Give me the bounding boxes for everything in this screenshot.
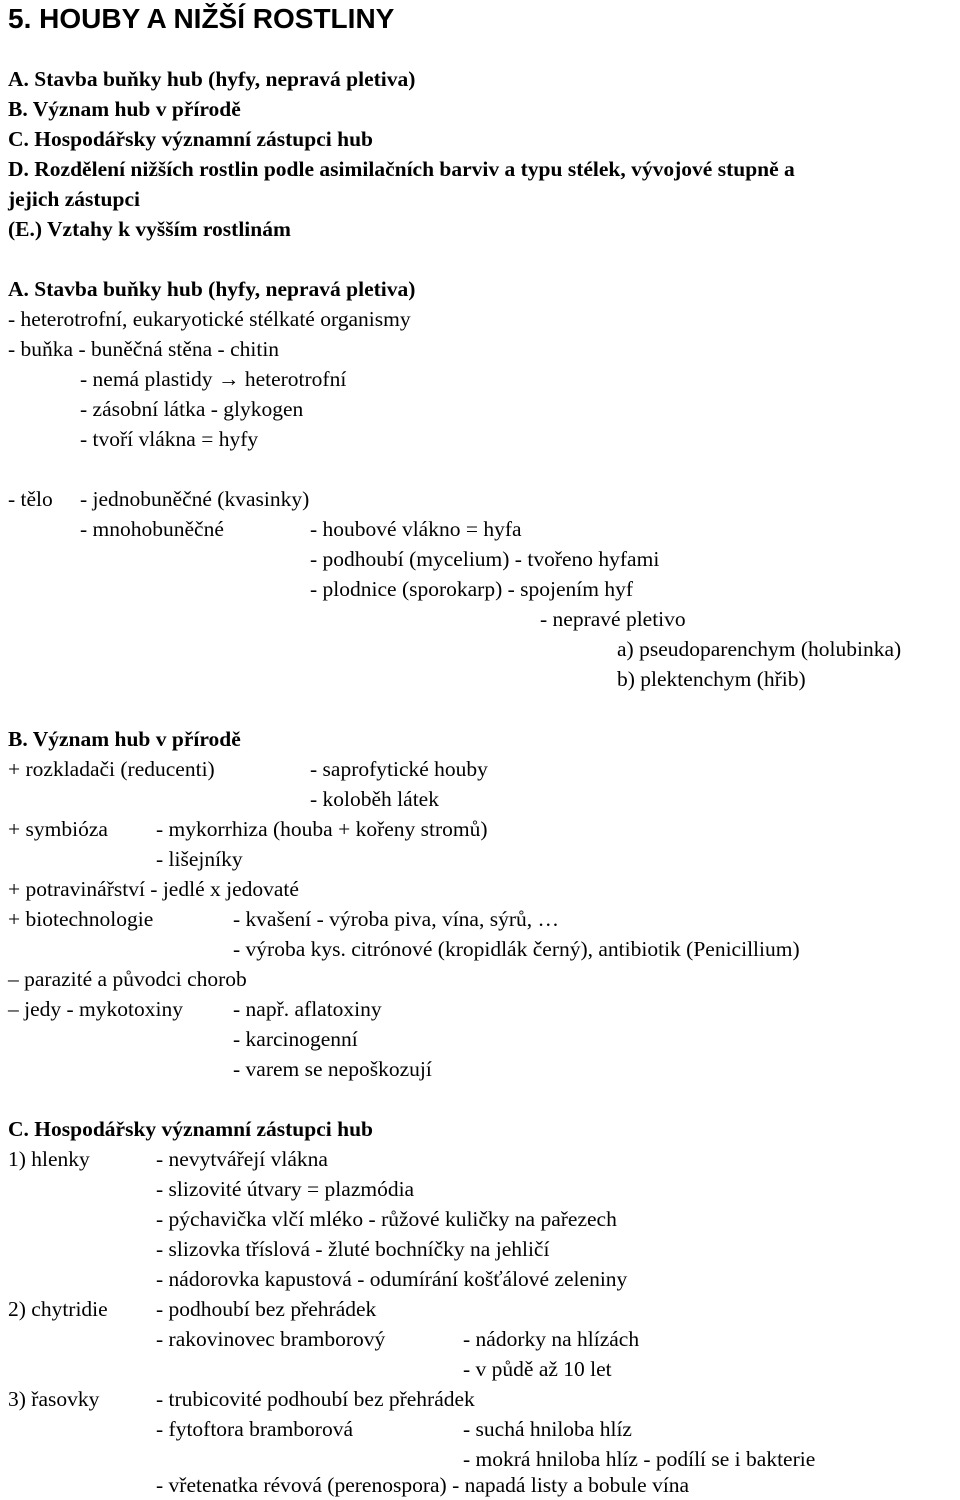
text-line: - rakovinovec bramborový xyxy=(156,1327,386,1351)
toc-item-b: B. Význam hub v přírodě xyxy=(8,97,241,121)
text-line: - suchá hniloba hlíz xyxy=(463,1417,632,1441)
text-line: - tvoří vlákna = hyfy xyxy=(80,427,259,451)
text-line: - kvašení - výroba piva, vína, sýrů, … xyxy=(233,907,560,931)
text-line: - podhoubí (mycelium) - tvořeno hyfami xyxy=(310,547,660,571)
text-line: - slizovité útvary = plazmódia xyxy=(156,1177,415,1201)
toc-item-d: D. Rozdělení nižších rostlin podle asimilačních barviv a typu stélek, vývojové stupně a xyxy=(8,157,795,181)
text-line: - pýchavička vlčí mléko - růžové kuličky na pařezech xyxy=(156,1207,617,1231)
text-line: - nádorky na hlízách xyxy=(463,1327,640,1351)
section-c-heading: C. Hospodářsky významní zástupci hub xyxy=(8,1117,373,1141)
text-line: - koloběh látek xyxy=(310,787,439,811)
text-line xyxy=(80,364,346,394)
text-line: a) pseudoparenchym (holubinka) xyxy=(617,637,902,661)
text-line: - mokrá hniloba hlíz - podílí se i bakterie xyxy=(463,1447,816,1471)
text-span: - nemá plastidy xyxy=(80,367,213,391)
text-line: - lišejníky xyxy=(156,847,243,871)
text-line: - nádorovka kapustová - odumírání košťálové zeleniny xyxy=(156,1267,628,1291)
text-line: + symbióza xyxy=(8,817,108,841)
text-line: - výroba kys. citrónové (kropidlák černý), antibiotik (Penicillium) xyxy=(233,937,800,961)
text-line: + rozkladači (reducenti) xyxy=(8,757,215,781)
text-line: - heterotrofní, eukaryotické stélkaté organismy xyxy=(8,307,411,331)
text-line: - plodnice (sporokarp) - spojením hyf xyxy=(310,577,634,601)
text-line: - mnohobuněčné xyxy=(80,517,224,541)
text-line: - jednobuněčné (kvasinky) xyxy=(80,487,310,511)
text-line: - varem se nepoškozují xyxy=(233,1057,432,1081)
text-line: - v půdě až 10 let xyxy=(463,1357,612,1381)
text-line: - houbové vlákno = hyfa xyxy=(310,517,522,541)
text-line: 2) chytridie xyxy=(8,1297,108,1321)
text-span: heterotrofní xyxy=(244,367,347,391)
text-line: - mykorrhiza (houba + kořeny stromů) xyxy=(156,817,488,841)
text-line: + biotechnologie xyxy=(8,907,154,931)
section-a-heading: A. Stavba buňky hub (hyfy, nepravá pletiva) xyxy=(8,277,416,301)
arrow-right-icon: → xyxy=(217,367,240,391)
toc-item-a: A. Stavba buňky hub (hyfy, nepravá pletiva) xyxy=(8,67,416,91)
text-line: b) plektenchym (hřib) xyxy=(617,667,806,691)
text-line: - slizovka tříslová - žluté bochníčky na jehličí xyxy=(156,1237,550,1261)
text-line: - např. aflatoxiny xyxy=(233,997,382,1021)
text-line: - buňka - buněčná stěna - chitin xyxy=(8,337,280,361)
page-title: 5. HOUBY A NIŽŠÍ ROSTLINY xyxy=(8,3,395,34)
text-line: – jedy - mykotoxiny xyxy=(8,997,183,1021)
text-line: 3) řasovky xyxy=(8,1387,100,1411)
text-line: - zásobní látka - glykogen xyxy=(80,397,304,421)
text-line: - nepravé pletivo xyxy=(540,607,686,631)
section-b-heading: B. Význam hub v přírodě xyxy=(8,727,241,751)
text-line: - karcinogenní xyxy=(233,1027,358,1051)
toc-item-e: (E.) Vztahy k vyšším rostlinám xyxy=(8,217,291,241)
toc-item-d-cont: jejich zástupci xyxy=(8,187,140,211)
text-line: - nevytvářejí vlákna xyxy=(156,1147,328,1171)
text-line: 1) hlenky xyxy=(8,1147,90,1171)
text-line: - trubicovité podhoubí bez přehrádek xyxy=(156,1387,475,1411)
toc-item-c: C. Hospodářsky významní zástupci hub xyxy=(8,127,373,151)
text-line: - tělo xyxy=(8,487,53,511)
text-line: - vřetenatka révová (perenospora) - napadá listy a bobule vína xyxy=(156,1473,690,1497)
text-line: - podhoubí bez přehrádek xyxy=(156,1297,377,1321)
text-line: + potravinářství - jedlé x jedovaté xyxy=(8,877,299,901)
text-line: - fytoftora bramborová xyxy=(156,1417,354,1441)
text-line: – parazité a původci chorob xyxy=(8,967,247,991)
text-line: - saprofytické houby xyxy=(310,757,488,781)
